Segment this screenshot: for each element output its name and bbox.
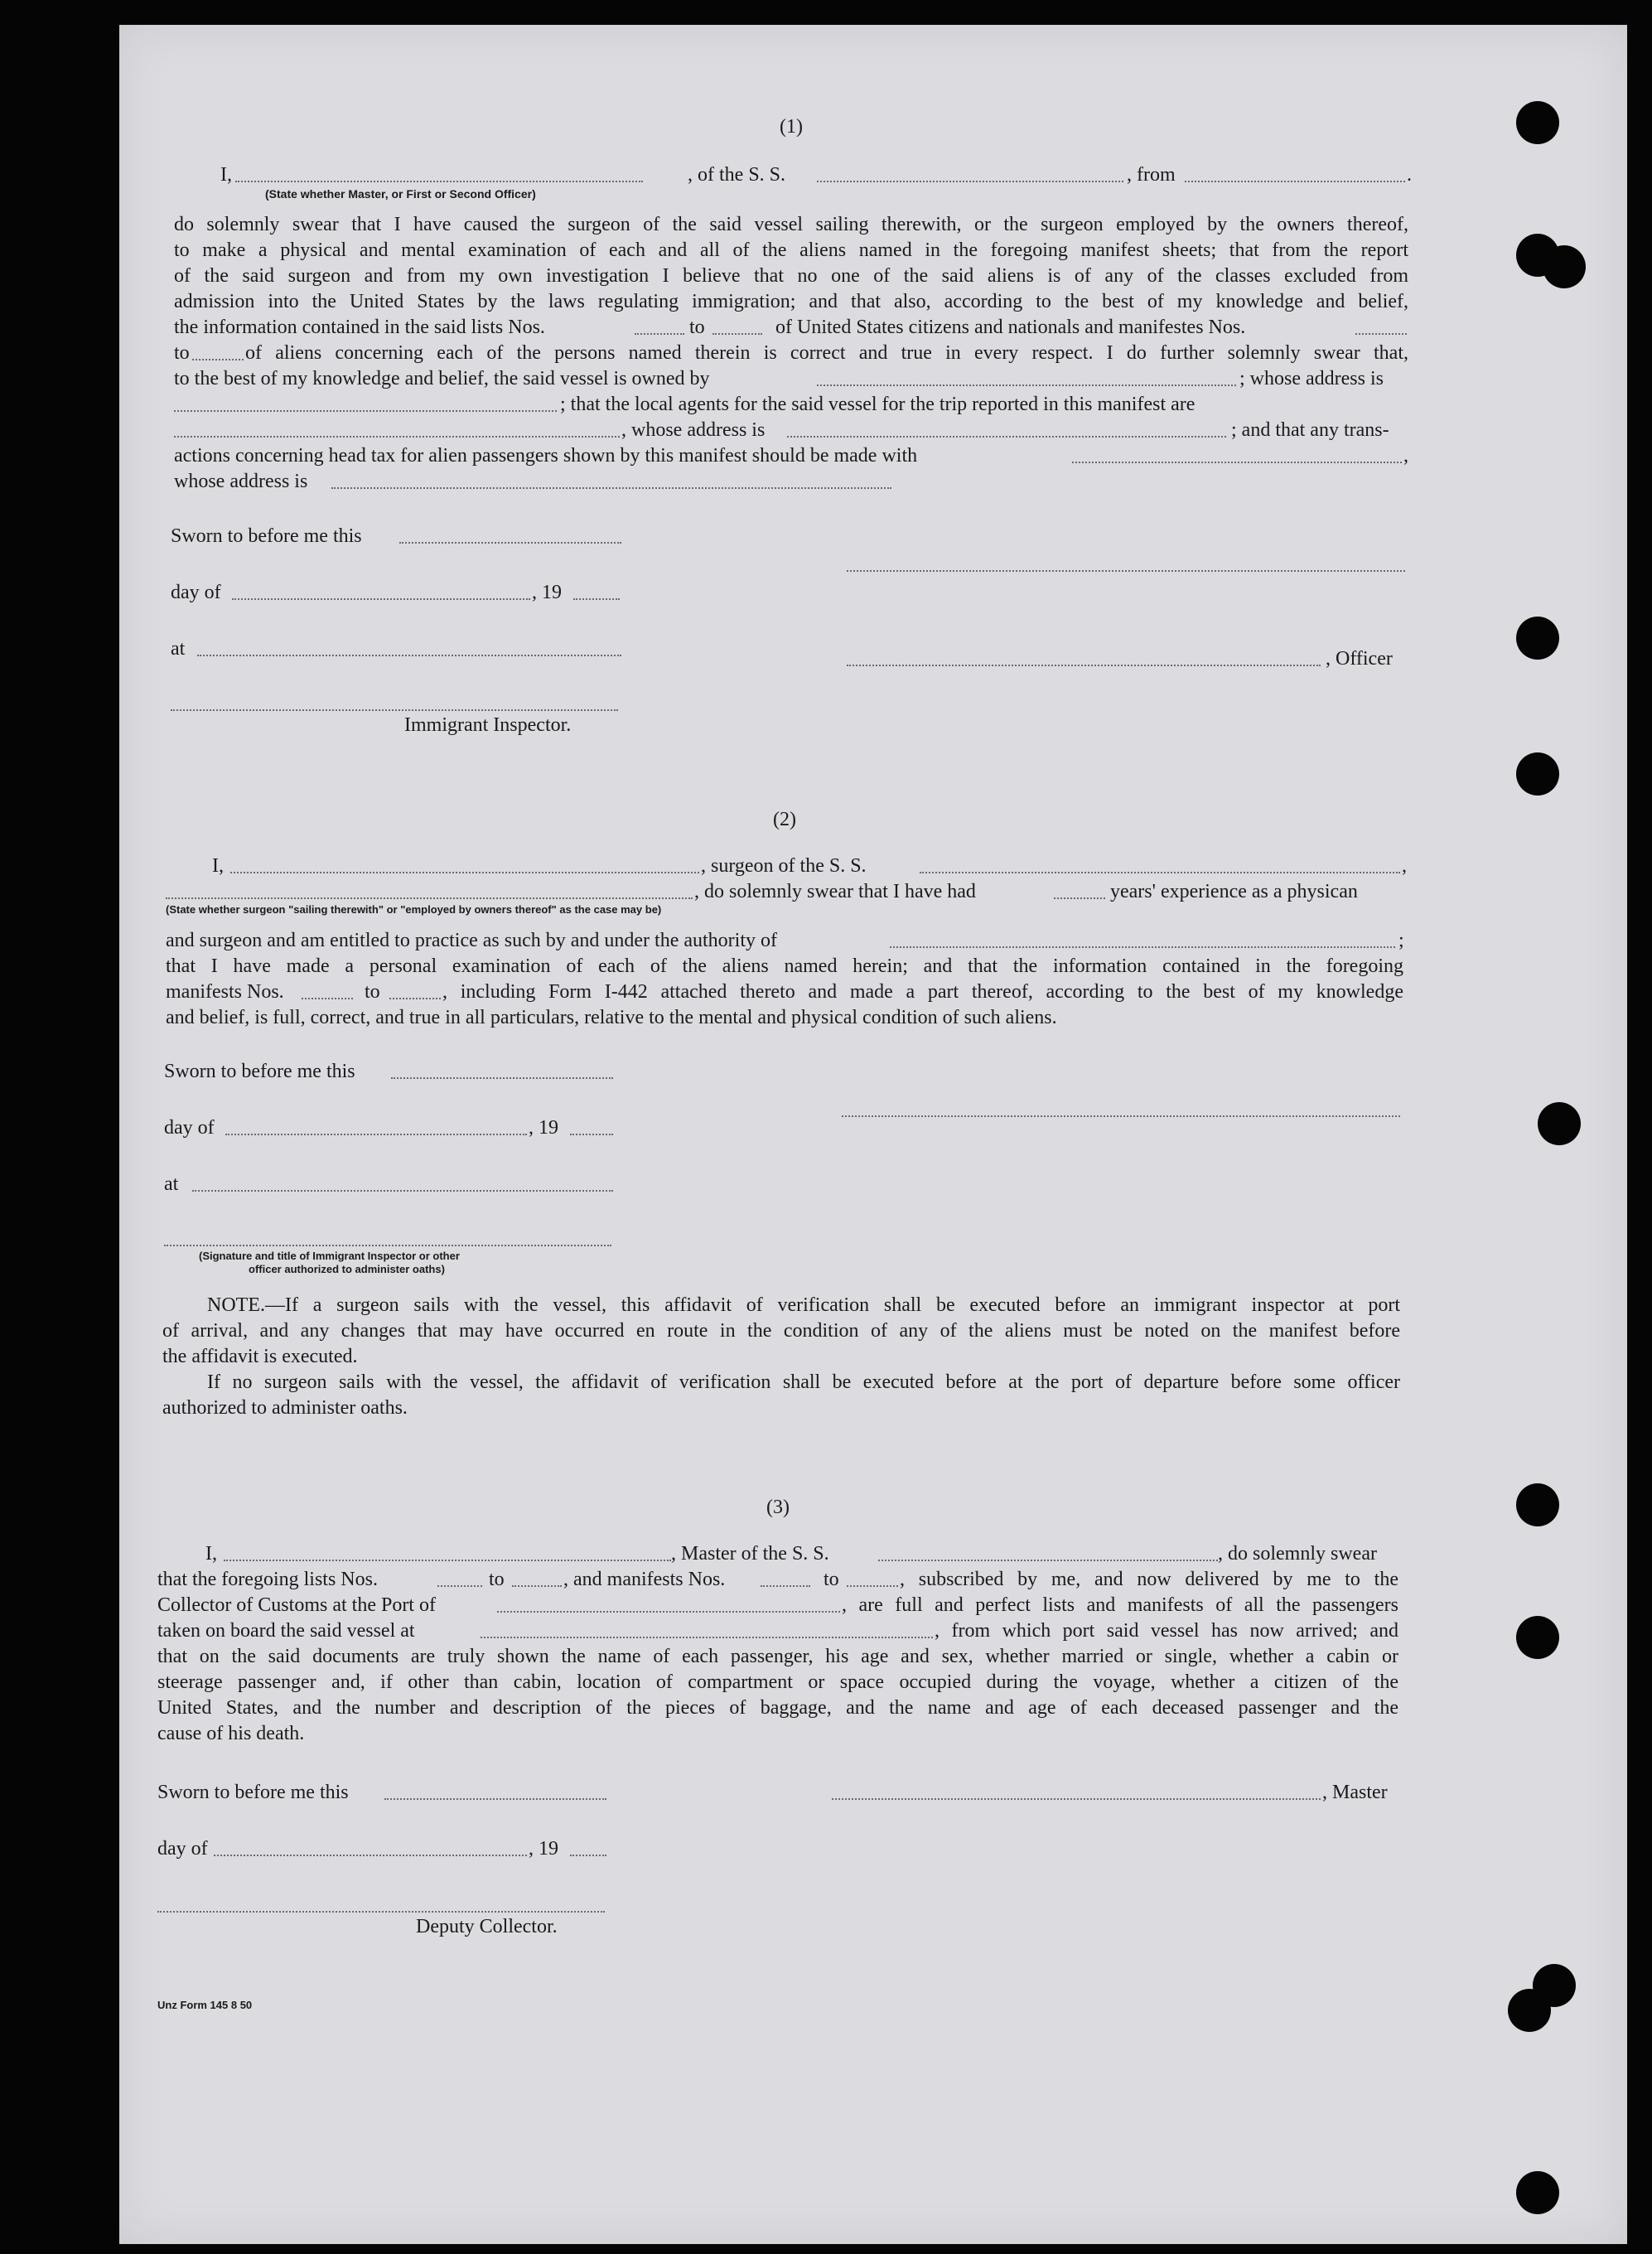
text: ; (1398, 930, 1404, 951)
blank-field[interactable] (232, 598, 530, 600)
blank-field[interactable] (224, 1560, 671, 1561)
text: , do solemnly swear that I have had (694, 881, 976, 902)
blank-field[interactable] (437, 1585, 482, 1587)
officer-label: , Officer (1326, 648, 1393, 670)
blank-field[interactable] (1185, 181, 1405, 182)
text: years' experience as a physican (1110, 881, 1358, 902)
blank-field[interactable] (817, 385, 1236, 386)
blank-field[interactable] (174, 436, 620, 438)
punch-hole (1516, 2171, 1559, 2214)
blank-field[interactable] (920, 872, 1400, 873)
paragraph-line: admission into the United States by the laws regulating immigration; and that also, according to the best of my knowledge and belief, (174, 291, 1408, 312)
field-note: (State whether Master, or First or Second Officer) (265, 187, 536, 201)
at-label: at (164, 1173, 179, 1195)
text: to (365, 981, 380, 1003)
sworn-label: Sworn to before me this (157, 1782, 349, 1803)
punch-hole (1516, 1483, 1559, 1526)
blank-field[interactable] (481, 1637, 933, 1638)
paragraph-line: that on the said documents are truly shown the name of each passenger, his age and sex, whether married or single, whether a cabin or (157, 1646, 1398, 1667)
text: , (1403, 445, 1408, 467)
text: of aliens concerning each of the persons named therein is correct and true in every respect. I do further solemnly swear that, (245, 342, 1408, 364)
day-label: day of (164, 1117, 215, 1139)
blank-field[interactable] (389, 998, 441, 999)
signature-line[interactable] (847, 665, 1321, 666)
signature-line[interactable] (832, 1798, 1321, 1800)
text: ; whose address is (1239, 368, 1384, 389)
signature-line[interactable] (157, 1911, 605, 1913)
text: , and manifests Nos. (563, 1569, 726, 1590)
text: , from which port said vessel has now arrived; and (935, 1620, 1398, 1642)
text: ; that the local agents for the said vessel for the trip reported in this manifest are (560, 394, 1196, 415)
blank-field[interactable] (391, 1077, 613, 1079)
text: taken on board the said vessel at (157, 1620, 415, 1642)
blank-field[interactable] (570, 1855, 606, 1856)
blank-field[interactable] (230, 872, 699, 873)
text: to (174, 342, 190, 364)
blank-field[interactable] (890, 946, 1395, 948)
text: I, (212, 855, 224, 877)
blank-field[interactable] (1355, 333, 1407, 335)
note-line: NOTE.—If a surgeon sails with the vessel, this affidavit of verification shall be executed before an immigrant inspector at port (207, 1294, 1400, 1316)
note-line: If no surgeon sails with the vessel, the affidavit of verification shall be executed before at the port of departure before some officer (207, 1371, 1400, 1393)
sworn-label: Sworn to before me this (164, 1061, 355, 1082)
blank-field[interactable] (847, 1585, 898, 1587)
section-number: (3) (766, 1497, 790, 1518)
text: , surgeon of the S. S. (701, 855, 867, 877)
signature-note: (Signature and title of Immigrant Inspector or other (199, 1250, 460, 1262)
punch-hole (1538, 1102, 1581, 1145)
paragraph-line: that I have made a personal examination of each of the aliens named herein; and that the information contained in the foregoing (166, 955, 1403, 977)
blank-field[interactable] (192, 1190, 613, 1192)
section-number: (1) (780, 116, 803, 138)
punch-hole (1516, 617, 1559, 660)
year-label: , 19 (529, 1117, 558, 1139)
blank-field[interactable] (787, 436, 1226, 438)
signature-line[interactable] (847, 570, 1405, 572)
text: whose address is (174, 471, 308, 492)
text: that the foregoing lists Nos. (157, 1569, 378, 1590)
blank-field[interactable] (302, 998, 353, 999)
punch-hole (1543, 245, 1586, 288)
blank-field[interactable] (166, 897, 693, 899)
blank-field[interactable] (573, 598, 620, 600)
text: I, (220, 164, 232, 186)
blank-field[interactable] (214, 1855, 527, 1856)
year-label: , 19 (529, 1838, 558, 1860)
text: the information contained in the said lists Nos. (174, 317, 545, 338)
blank-field[interactable] (1072, 462, 1402, 463)
signature-line[interactable] (164, 1245, 611, 1246)
text: actions concerning head tax for alien passengers shown by this manifest should be made with (174, 445, 918, 467)
blank-field[interactable] (570, 1134, 613, 1135)
blank-field[interactable] (712, 333, 762, 335)
text: , Master of the S. S. (671, 1543, 829, 1565)
deputy-label: Deputy Collector. (416, 1916, 558, 1937)
paragraph-line: of the said surgeon and from my own investigation I believe that no one of the said aliens is of any of the classes excluded from (174, 265, 1408, 287)
text: , of the S. S. (688, 164, 786, 186)
day-label: day of (171, 582, 221, 603)
text: , do solemnly swear (1218, 1543, 1377, 1565)
blank-field[interactable] (384, 1798, 606, 1800)
text: to (824, 1569, 839, 1590)
paragraph-line: steerage passenger and, if other than cabin, location of compartment or space occupied during the voyage, whether a citizen of the (157, 1671, 1398, 1693)
note-line: the affidavit is executed. (162, 1346, 358, 1367)
text: manifests Nos. (166, 981, 284, 1003)
text: to the best of my knowledge and belief, the said vessel is owned by (174, 368, 710, 389)
note-line: authorized to administer oaths. (162, 1397, 408, 1419)
signature-note: officer authorized to administer oaths) (249, 1263, 445, 1275)
blank-field[interactable] (235, 181, 643, 182)
form-number: Unz Form 145 8 50 (157, 1999, 253, 2011)
text: ; and that any trans- (1231, 419, 1389, 441)
text: to (689, 317, 705, 338)
note-line: of arrival, and any changes that may have occurred en route in the condition of any of the aliens must be noted on the manifest before (162, 1320, 1400, 1342)
signature-line[interactable] (842, 1115, 1400, 1117)
day-label: day of (157, 1838, 208, 1860)
blank-field[interactable] (497, 1611, 840, 1613)
text: of United States citizens and nationals and manifestes Nos. (775, 317, 1246, 338)
year-label: , 19 (532, 582, 562, 603)
text: , including Form I-442 attached thereto and made a part thereof, according to the best of my knowledge (442, 981, 1403, 1003)
text: , from (1127, 164, 1176, 186)
section-number: (2) (773, 809, 796, 830)
signature-line[interactable] (171, 709, 618, 711)
text: , (1402, 855, 1407, 877)
blank-field[interactable] (192, 359, 244, 360)
paragraph-line: and belief, is full, correct, and true in all particulars, relative to the mental and physical condition of such aliens. (166, 1007, 1057, 1028)
at-label: at (171, 638, 186, 660)
text: . (1407, 164, 1412, 186)
blank-field[interactable] (174, 410, 557, 412)
blank-field[interactable] (399, 542, 621, 544)
master-label: , Master (1322, 1782, 1388, 1803)
text: , whose address is (621, 419, 766, 441)
punch-hole (1533, 1964, 1576, 2007)
punch-hole (1516, 1616, 1559, 1659)
text: Collector of Customs at the Port of (157, 1594, 436, 1616)
sworn-label: Sworn to before me this (171, 525, 362, 547)
punch-hole (1516, 752, 1559, 796)
blank-field[interactable] (817, 181, 1123, 182)
inspector-label: Immigrant Inspector. (404, 714, 572, 736)
text: to (489, 1569, 505, 1590)
paragraph-line: to make a physical and mental examination of each and all of the aliens named in the foregoing manifest sheets; that from the report (174, 239, 1408, 261)
blank-field[interactable] (197, 655, 621, 656)
punch-hole (1516, 101, 1559, 144)
text: , are full and perfect lists and manifests of all the passengers (842, 1594, 1398, 1616)
blank-field[interactable] (761, 1585, 810, 1587)
blank-field[interactable] (878, 1560, 1218, 1561)
paragraph-line: cause of his death. (157, 1723, 305, 1744)
text: I, (205, 1543, 217, 1565)
text: , subscribed by me, and now delivered by me to the (900, 1569, 1398, 1590)
text: and surgeon and am entitled to practice as such by and under the authority of (166, 930, 777, 951)
blank-field[interactable] (1054, 897, 1105, 899)
blank-field[interactable] (512, 1585, 562, 1587)
blank-field[interactable] (225, 1134, 527, 1135)
field-note: (State whether surgeon "sailing therewith" or "employed by owners thereof" as the case may be) (166, 903, 662, 916)
blank-field[interactable] (331, 487, 891, 489)
blank-field[interactable] (635, 333, 684, 335)
paragraph-line: United States, and the number and description of the pieces of baggage, and the name and age of each deceased passenger and the (157, 1697, 1398, 1719)
paragraph-line: do solemnly swear that I have caused the surgeon of the said vessel sailing therewith, or the surgeon employed by the owners thereof, (174, 214, 1408, 235)
